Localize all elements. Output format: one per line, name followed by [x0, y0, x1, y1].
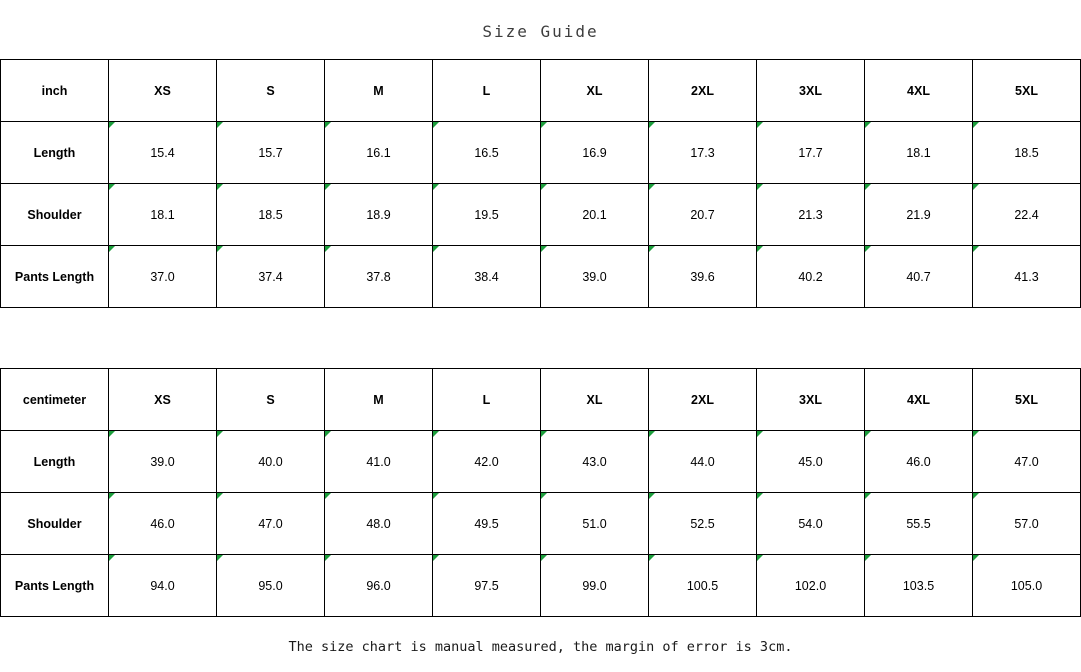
table-cell: 18.5: [973, 122, 1081, 184]
table-cell: 42.0: [433, 431, 541, 493]
row-label: Shoulder: [1, 493, 109, 555]
table-cell: 105.0: [973, 555, 1081, 617]
table-cell: 46.0: [865, 431, 973, 493]
table-cell: 39.0: [109, 431, 217, 493]
table-cell: 15.4: [109, 122, 217, 184]
table-cell: 19.5: [433, 184, 541, 246]
table-cell: 95.0: [217, 555, 325, 617]
table-cell: 38.4: [433, 246, 541, 308]
row-label: Pants Length: [1, 555, 109, 617]
table-cell: 18.1: [109, 184, 217, 246]
table-cell: 94.0: [109, 555, 217, 617]
table-cell: 97.5: [433, 555, 541, 617]
table-cell: 43.0: [541, 431, 649, 493]
table-cell: 49.5: [433, 493, 541, 555]
row-label: Length: [1, 122, 109, 184]
table-cell: 44.0: [649, 431, 757, 493]
table-cell: 18.1: [865, 122, 973, 184]
column-header: XS: [109, 369, 217, 431]
table-cell: 47.0: [217, 493, 325, 555]
table-cell: 18.9: [325, 184, 433, 246]
column-header: M: [325, 60, 433, 122]
column-header: S: [217, 60, 325, 122]
column-header: 2XL: [649, 60, 757, 122]
table-cell: 39.6: [649, 246, 757, 308]
table-cell: 103.5: [865, 555, 973, 617]
table-cell: 17.7: [757, 122, 865, 184]
table-row: [1, 184, 1081, 246]
table-cell: 21.9: [865, 184, 973, 246]
column-header: L: [433, 369, 541, 431]
table-cell: 37.8: [325, 246, 433, 308]
table-cell: 20.7: [649, 184, 757, 246]
row-label: Shoulder: [1, 184, 109, 246]
table-cell: 18.5: [217, 184, 325, 246]
page-title: Size Guide: [482, 22, 599, 41]
table-cell: 52.5: [649, 493, 757, 555]
unit-label-centimeter: centimeter: [1, 369, 109, 431]
table-cell: 16.5: [433, 122, 541, 184]
column-header: 3XL: [757, 60, 865, 122]
unit-label-inch: inch: [1, 60, 109, 122]
measurement-disclaimer: The size chart is manual measured, the margin of error is 3cm.: [288, 639, 793, 655]
table-cell: 17.3: [649, 122, 757, 184]
table-cell: 22.4: [973, 184, 1081, 246]
column-header: XL: [541, 60, 649, 122]
table-cell: 41.3: [973, 246, 1081, 308]
table-cell: 55.5: [865, 493, 973, 555]
table-cell: 100.5: [649, 555, 757, 617]
table-cell: 37.0: [109, 246, 217, 308]
column-header: 4XL: [865, 369, 973, 431]
table-cell: 16.9: [541, 122, 649, 184]
table-cell: 15.7: [217, 122, 325, 184]
table-row: [1, 246, 1081, 308]
row-label: Pants Length: [1, 246, 109, 308]
table-cell: 51.0: [541, 493, 649, 555]
row-label: Length: [1, 431, 109, 493]
table-cell: 99.0: [541, 555, 649, 617]
column-header: S: [217, 369, 325, 431]
column-header: 3XL: [757, 369, 865, 431]
table-row: [1, 431, 1081, 493]
table-cell: 96.0: [325, 555, 433, 617]
column-header: L: [433, 60, 541, 122]
table-cell: 45.0: [757, 431, 865, 493]
table-cell: 40.2: [757, 246, 865, 308]
column-header: M: [325, 369, 433, 431]
table-row: [1, 555, 1081, 617]
column-header: 5XL: [973, 369, 1081, 431]
table-cell: 54.0: [757, 493, 865, 555]
table-cell: 39.0: [541, 246, 649, 308]
table-header-row: [1, 369, 1081, 431]
table-cell: 37.4: [217, 246, 325, 308]
table-cell: 40.0: [217, 431, 325, 493]
column-header: 5XL: [973, 60, 1081, 122]
table-cell: 46.0: [109, 493, 217, 555]
table-cell: 21.3: [757, 184, 865, 246]
column-header: 4XL: [865, 60, 973, 122]
table-cell: 16.1: [325, 122, 433, 184]
size-table-centimeter: [0, 368, 1081, 617]
table-cell: 48.0: [325, 493, 433, 555]
column-header: XL: [541, 369, 649, 431]
table-cell: 57.0: [973, 493, 1081, 555]
table-cell: 20.1: [541, 184, 649, 246]
size-table-inch: [0, 59, 1081, 308]
table-cell: 102.0: [757, 555, 865, 617]
table-row: [1, 493, 1081, 555]
table-cell: 40.7: [865, 246, 973, 308]
table-row: [1, 122, 1081, 184]
column-header: 2XL: [649, 369, 757, 431]
table-cell: 41.0: [325, 431, 433, 493]
table-divider-space: [0, 308, 1081, 368]
table-cell: 47.0: [973, 431, 1081, 493]
column-header: XS: [109, 60, 217, 122]
table-header-row: [1, 60, 1081, 122]
